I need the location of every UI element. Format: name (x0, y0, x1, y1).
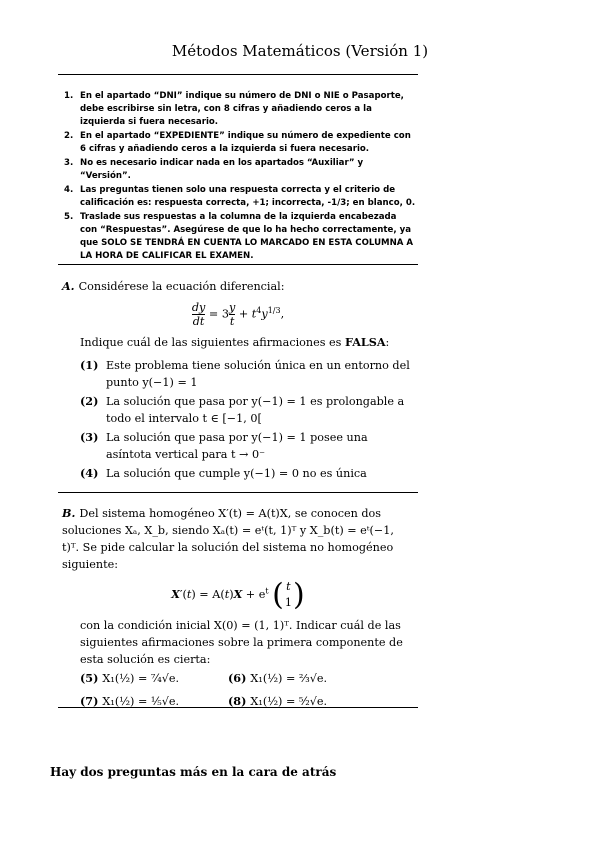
instruction-number: 2. (64, 131, 74, 141)
option-text: La solución que pasa por y(−1) = 1 posee una asíntota vertical para t → 0⁻ (106, 431, 368, 461)
question-b-answers (62, 670, 414, 710)
option-text: X₁(½) = ⁵⁄₂√e. (250, 695, 328, 708)
option-number: (4) (80, 466, 99, 480)
option-4 (80, 465, 414, 482)
instruction-item (64, 184, 416, 210)
instruction-number: 5. (64, 212, 74, 222)
question-b-intro: Del sistema homogéneo X′(t) = A(t)X, se conocen dos soluciones Xₐ, X_b, siendo Xₐ(t) = eᵗ(t, 1)ᵀ y X_b(t) = eᵗ(−1, t)ᵀ. Se pide calcular la solución del sistema no homogéneo siguiente: (62, 507, 394, 571)
option-text: X₁(½) = ⁷⁄₄√e. (102, 672, 180, 685)
option-number: (3) (80, 430, 99, 444)
question-a-prompt (62, 334, 414, 351)
instruction-text: Las preguntas tienen solo una respuesta correcta y el criterio de calificación es: respuesta correcta, +1; incorrecta, -1/3; en blanco, 0. (80, 185, 416, 208)
divider (58, 707, 418, 708)
instruction-item (64, 157, 416, 183)
divider (58, 264, 418, 265)
instruction-text: En el apartado “DNI” indique su número de DNI o NIE o Pasaporte, debe escribirse sin letra, con 8 cifras y añadiendo ceros a la izquierda si fuera necesario. (80, 91, 404, 127)
instruction-text: No es necesario indicar nada en los apartados “Auxiliar” y “Versión”. (80, 158, 364, 181)
question-b-label: B. (62, 506, 76, 520)
question-a (62, 278, 414, 484)
question-a-options (62, 357, 414, 482)
option-text: X₁(½) = ⅔√e. (250, 672, 328, 685)
option-1 (80, 357, 414, 391)
option-text: La solución que cumple y(−1) = 0 no es única (106, 467, 367, 480)
option-text: X₁(½) = ⅕√e. (102, 695, 180, 708)
question-b-condition: con la condición inicial X(0) = (1, 1)ᵀ. Indicar cuál de las siguientes afirmaciones sobre la primera componente de esta solución es cierta: (80, 619, 403, 666)
question-a-label: A. (62, 279, 75, 293)
option-2 (80, 393, 414, 427)
instruction-item (64, 211, 416, 263)
instruction-item (64, 130, 416, 156)
instructions-list (64, 90, 416, 264)
option-number: (2) (80, 394, 99, 408)
question-a-prompt-end: : (385, 336, 390, 349)
footer-note: Hay dos preguntas más en la cara de atrás (50, 765, 337, 779)
instruction-number: 1. (64, 91, 74, 101)
question-a-prompt-text: Indique cuál de las siguientes afirmaciones es (80, 336, 345, 349)
instruction-number: 4. (64, 185, 74, 195)
question-b-intro-block (62, 505, 414, 573)
instruction-number: 3. (64, 158, 74, 168)
option-text: La solución que pasa por y(−1) = 1 es prolongable a todo el intervalo t ∈ [−1, 0[ (106, 395, 405, 425)
instruction-text: En el apartado “EXPEDIENTE” indique su número de expediente con 6 cifras y añadiendo ceros a la izquierda si fuera necesario. (80, 131, 411, 154)
question-a-prompt-emphasis: FALSA (344, 335, 386, 349)
option-number: (5) (80, 671, 99, 685)
question-b (62, 505, 414, 710)
option-text: Este problema tiene solución única en un entorno del punto y(−1) = 1 (106, 359, 410, 389)
answer-5 (80, 670, 228, 687)
question-a-intro-line (62, 278, 414, 295)
option-3 (80, 429, 414, 463)
option-number: (1) (80, 358, 99, 372)
divider (58, 492, 418, 493)
option-number: (6) (228, 671, 247, 685)
option-number: (8) (228, 694, 247, 708)
nonhomogeneous-system: $X'(t) = A(t)X + e^t$ ( t 1 ) (171, 577, 305, 613)
option-number: (7) (80, 694, 99, 708)
instruction-item (64, 90, 416, 129)
differential-equation: $\frac{dy}{dt}$ = 3 $\frac{y}{t}$ + $t^4y^{1/3}$, (191, 301, 285, 328)
answer-6 (228, 670, 408, 687)
divider (58, 74, 418, 75)
instruction-text: Traslade sus respuestas a la columna de la izquierda encabezada con “Respuestas”. Asegúrese de que lo ha hecho correctamente, ya que SOLO SE TENDRÁ EN CUENTA LO MARCADO EN ESTA COLUMNA A LA HORA DE CALIFICAR EL EXAMEN. (80, 212, 414, 261)
page-title: Métodos Matemáticos (Versión 1) (171, 42, 429, 60)
question-a-intro: Considérese la ecuación diferencial: (78, 280, 285, 293)
